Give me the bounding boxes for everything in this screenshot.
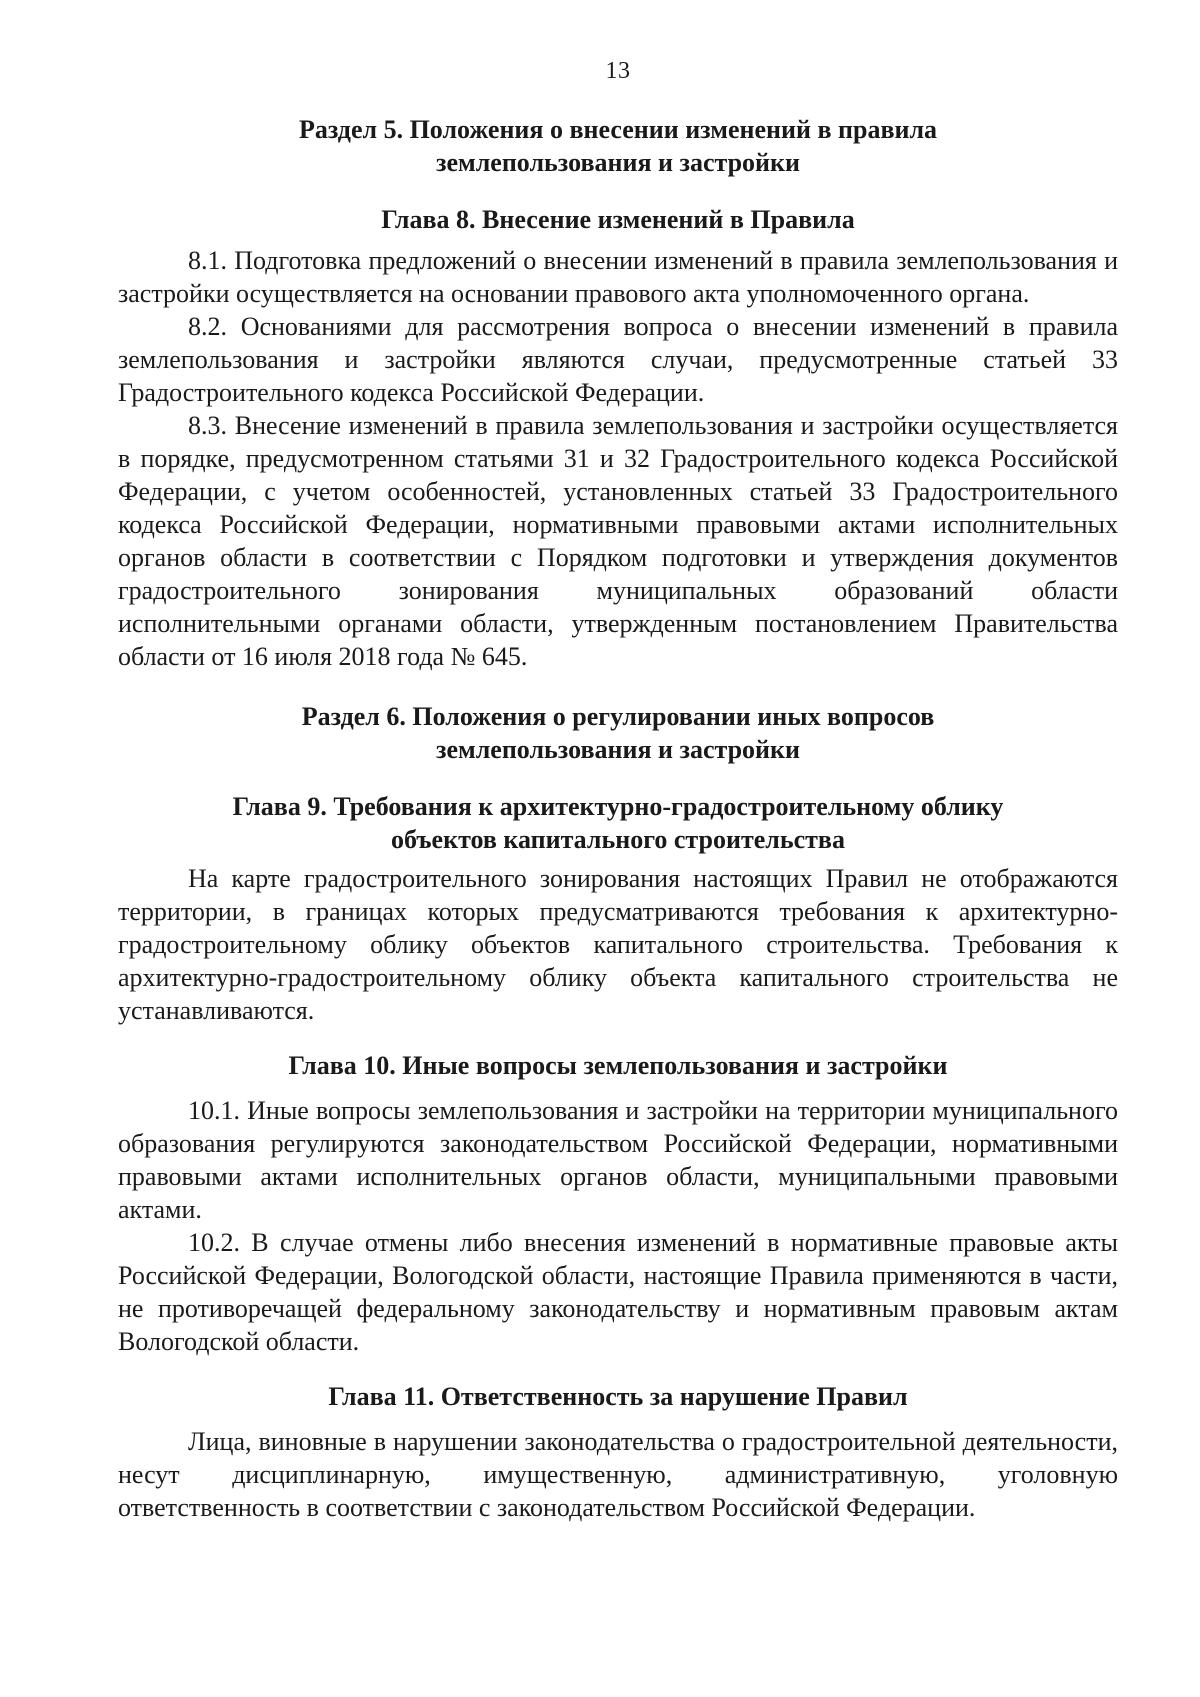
section-6-title [118, 700, 1118, 766]
chapter-8-title: Глава 8. Внесение изменений в Правила [381, 205, 855, 234]
paragraph-10-1: 10.1. Иные вопросы землепользования и застройки на территории муниципального образования регулируются законодательством Российской Федерации, нормативными правовыми актами исполнительных органов области, муниципальными правовыми актами. [118, 1096, 1118, 1224]
section-5-title [118, 113, 1118, 179]
section-5-title-line-2: землепользования и застройки [436, 148, 800, 177]
paragraph-10-2: 10.2. В случае отмены либо внесения изменений в нормативные правовые акты Российской Федерации, Вологодской области, настоящие Правила применяются в части, не противоречащей федеральному законодательству и нормативным правовым актам Вологодской области. [118, 1228, 1118, 1356]
paragraph-8-3: 8.3. Внесение изменений в правила землепользования и застройки осуществляется в порядке, предусмотренном статьями 31 и 32 Градостроительного кодекса Российской Федерации, с учетом особенностей, установленных статьей 33 Градостроительного кодекса Российской Федерации, нормативными правовыми актами исполнительных органов области в соответствии с Порядком подготовки и утверждения документов градостроительного зонирования муниципальных образований области исполнительными органами области, утвержденным постановлением Правительства области от 16 июля 2018 года № 645. [118, 411, 1118, 671]
section-6-title-line-2: землепользования и застройки [436, 735, 800, 764]
paragraph-8-1: 8.1. Подготовка предложений о внесении изменений в правила землепользования и застройки осуществляется на основании правового акта уполномоченного органа. [118, 246, 1118, 308]
chapter-9-title [118, 790, 1118, 856]
document-body [118, 113, 1118, 1524]
chapter-10-title: Глава 10. Иные вопросы землепользования и застройки [288, 1051, 948, 1080]
chapter-11-title: Глава 11. Ответственность за нарушение Правил [328, 1382, 908, 1411]
paragraph-8-2: 8.2. Основаниями для рассмотрения вопроса о внесении изменений в правила землепользования и застройки являются случаи, предусмотренные статьей 33 Градостроительного кодекса Российской Федерации. [118, 312, 1118, 407]
section-6-title-line-1: Раздел 6. Положения о регулировании иных вопросов [301, 702, 935, 731]
chapter-9-title-line-2: объектов капитального строительства [391, 825, 845, 854]
paragraph-11: Лица, виновные в нарушении законодательства о градостроительной деятельности, несут дисциплинарную, имущественную, административную, уголовную ответственность в соответствии с законодательством Российской Федерации. [118, 1427, 1118, 1522]
section-5-title-line-1: Раздел 5. Положения о внесении изменений в правила [298, 115, 938, 144]
chapter-9-title-line-1: Глава 9. Требования к архитектурно-градостроительному облику [232, 792, 1004, 821]
paragraph-9: На карте градостроительного зонирования настоящих Правил не отображаются территории, в границах которых предусматриваются требования к архитектурно-градостроительному облику объектов капитального строительства. Требования к архитектурно-градостроительному облику объекта капитального строительства не устанавливаются. [118, 864, 1118, 1025]
page-number: 13 [605, 58, 631, 84]
